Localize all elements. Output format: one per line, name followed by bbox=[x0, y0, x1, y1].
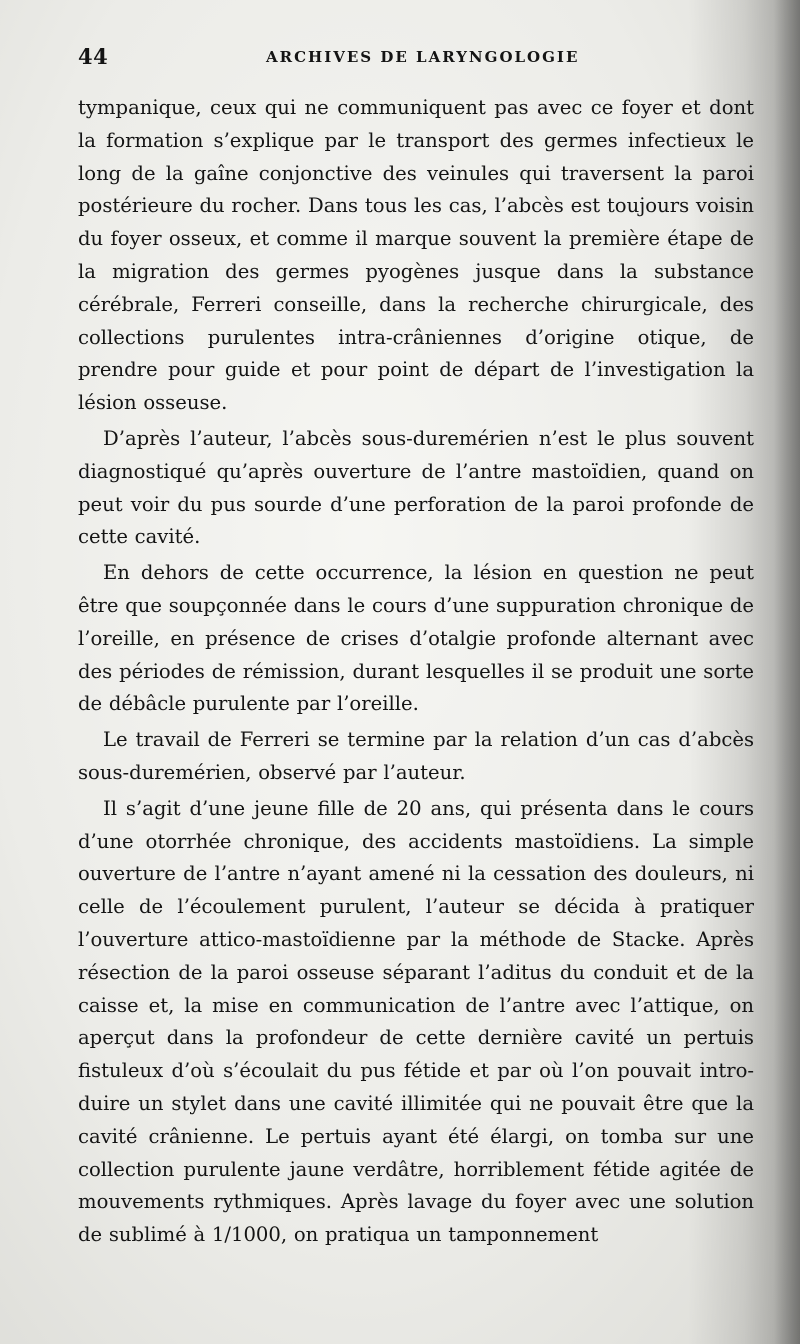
page-number: 44 bbox=[78, 44, 109, 69]
running-title: ARCHIVES DE LARYNGOLOGIE bbox=[266, 48, 580, 66]
page-edge-shadow bbox=[774, 0, 800, 1344]
paragraph: Il s’agit d’une jeune fille de 20 ans, qui présenta dans le cours d’une otorrhée chronique, des accidents mastoïdiens. La simple ouverture de l’antre n’ayant amené ni la cessation des douleurs, ni celle de l’écoulement purulent, l’auteur se décida à pratiquer l’ouverture attico-mastoïdienne par la méthode de Stacke. Après résection de la paroi osseuse séparant l’aditus du conduit et de la caisse et, la mise en communication de l’antre avec l’attique, on aperçut dans la profondeur de cette dernière cavité un pertuis fistuleux d’où s’écoulait du pus fétide et par où l’on pouvait introduire un stylet dans une cavité illimitée qui ne pouvait être que la cavité crânienne. Le pertuis ayant été élargi, on tomba sur une collection purulente jaune verdâtre, horriblement fétide agitée de mouvements rythmiques. Après lavage du foyer avec une solution de sublimé à 1/1000, on pratiqua un tamponnement bbox=[78, 796, 754, 1247]
paragraph: Le travail de Ferreri se termine par la relation d’un cas d’abcès sous-duremérien, observé par l’auteur. bbox=[78, 728, 754, 784]
paragraph: En dehors de cette occurrence, la lésion en question ne peut être que soupçonnée dans le cours d’une suppuration chronique de l’oreille, en présence de crises d’otalgie profonde alternant avec des périodes de rémission, durant lesquelles il se produit une sorte de débâcle purulente par l’oreille. bbox=[78, 561, 754, 716]
body-text bbox=[78, 92, 754, 1255]
paragraph-continued: tympanique, ceux qui ne communiquent pas avec ce foyer et dont la formation s’explique par le transport des germes infectieux le long de la gaîne conjonctive des veinules qui traversent la paroi postérieure du rocher. Dans tous les cas, l’abcès est toujours voisin du foyer osseux, et comme il marque souvent la première étape de la migration des germes pyogènes jusque dans la substance cérébrale, Ferreri conseille, dans la recherche chirurgicale, des collections purulentes intra-crâniennes d’origine otique, de prendre pour guide et pour point de départ de l’investigation la lésion osseuse. bbox=[78, 96, 754, 415]
page-header bbox=[78, 44, 758, 74]
paragraph: D’après l’auteur, l’abcès sous-duremérien n’est le plus souvent diagnostiqué qu’après ouverture de l’antre mastoïdien, quand on peut voir du pus sourde d’une perforation de la paroi profonde de cette cavité. bbox=[78, 426, 754, 549]
